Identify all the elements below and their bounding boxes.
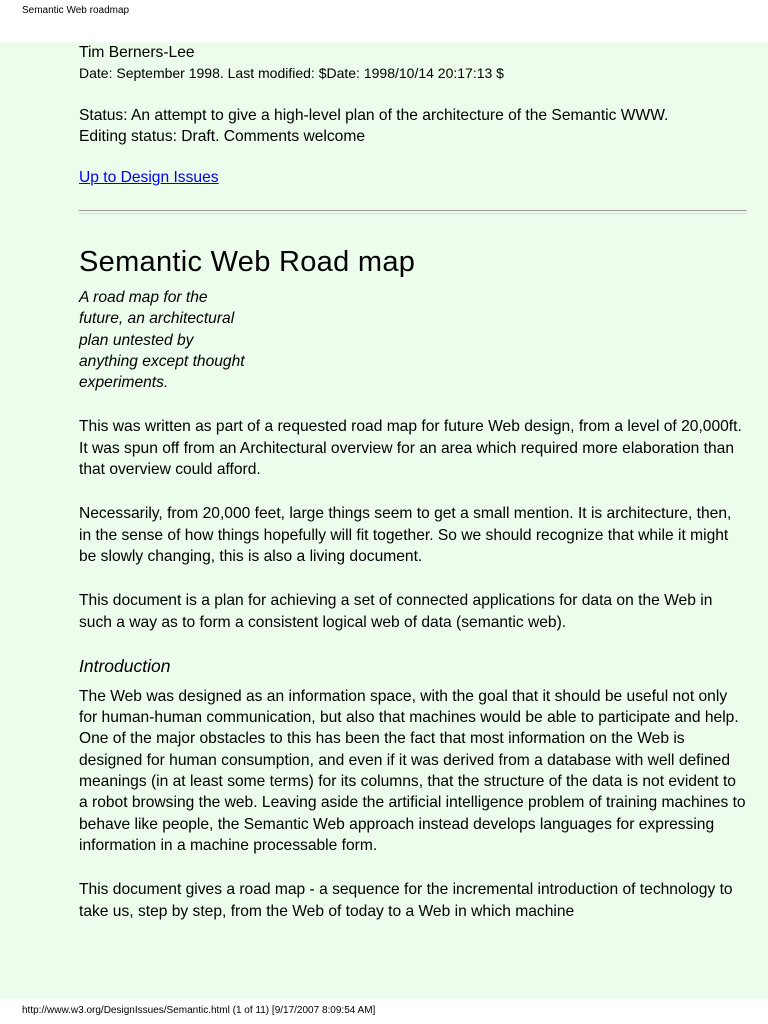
- paragraph: This document is a plan for achieving a set of connected applications for data on the Web in such a way as to form a consistent logical web of data (semantic web).: [79, 592, 713, 631]
- print-header-title: Semantic Web roadmap: [22, 5, 130, 16]
- horizontal-divider: [79, 210, 747, 214]
- editing-status-line: Editing status: Draft. Comments welcome: [79, 128, 365, 145]
- paragraph: This document gives a road map - a sequence for the incremental introduction of technology to take us, step by step, from the Web of today to a Web in which machine: [79, 881, 733, 920]
- document-page: [0, 42, 768, 999]
- paragraph: Necessarily, from 20,000 feet, large things seem to get a small mention. It is architecture, then, in the sense of how things hopefully will fit together. So we should recognize that while it might be slowly changing, this is also a living document.: [79, 505, 732, 565]
- abstract: A road map for the future, an architectural plan untested by anything except thought experiments.: [79, 289, 245, 392]
- document-content: [79, 42, 747, 922]
- up-to-design-issues-link[interactable]: Up to Design Issues: [79, 169, 219, 186]
- author-name: Tim Berners-Lee: [79, 44, 195, 61]
- paragraph: This was written as part of a requested road map for future Web design, from a level of 20,000ft. It was spun off from an Architectural overview for an area which required more elaboration than that overview could afford.: [79, 418, 742, 479]
- print-footer: [0, 999, 768, 1024]
- status-line: Status: An attempt to give a high-level plan of the architecture of the Semantic WWW.: [79, 107, 669, 124]
- print-footer-url: http://www.w3.org/DesignIssues/Semantic.html (1 of 11) [9/17/2007 8:09:54 AM]: [22, 1005, 376, 1016]
- paragraph: The Web was designed as an information space, with the goal that it should be useful not only for human-human communication, but also that machines would be able to participate and help. One of the major obstacles to this has been the fact that most information on the Web is designed for human consumption, and even if it was derived from a database with well defined meanings (in at least some terms) for its columns, that the structure of the data is not evident to a robot browsing the web. Leaving aside the artificial intelligence problem of training machines to behave like people, the Semantic Web approach instead develops languages for expressing information in a machine processable form.: [79, 687, 746, 854]
- page-title: Semantic Web Road map: [79, 246, 416, 278]
- status-block: [79, 105, 747, 147]
- date-line: Date: September 1998. Last modified: $Date: 1998/10/14 20:17:13 $: [79, 65, 504, 81]
- print-header: [0, 0, 768, 42]
- section-heading-introduction: Introduction: [79, 655, 171, 676]
